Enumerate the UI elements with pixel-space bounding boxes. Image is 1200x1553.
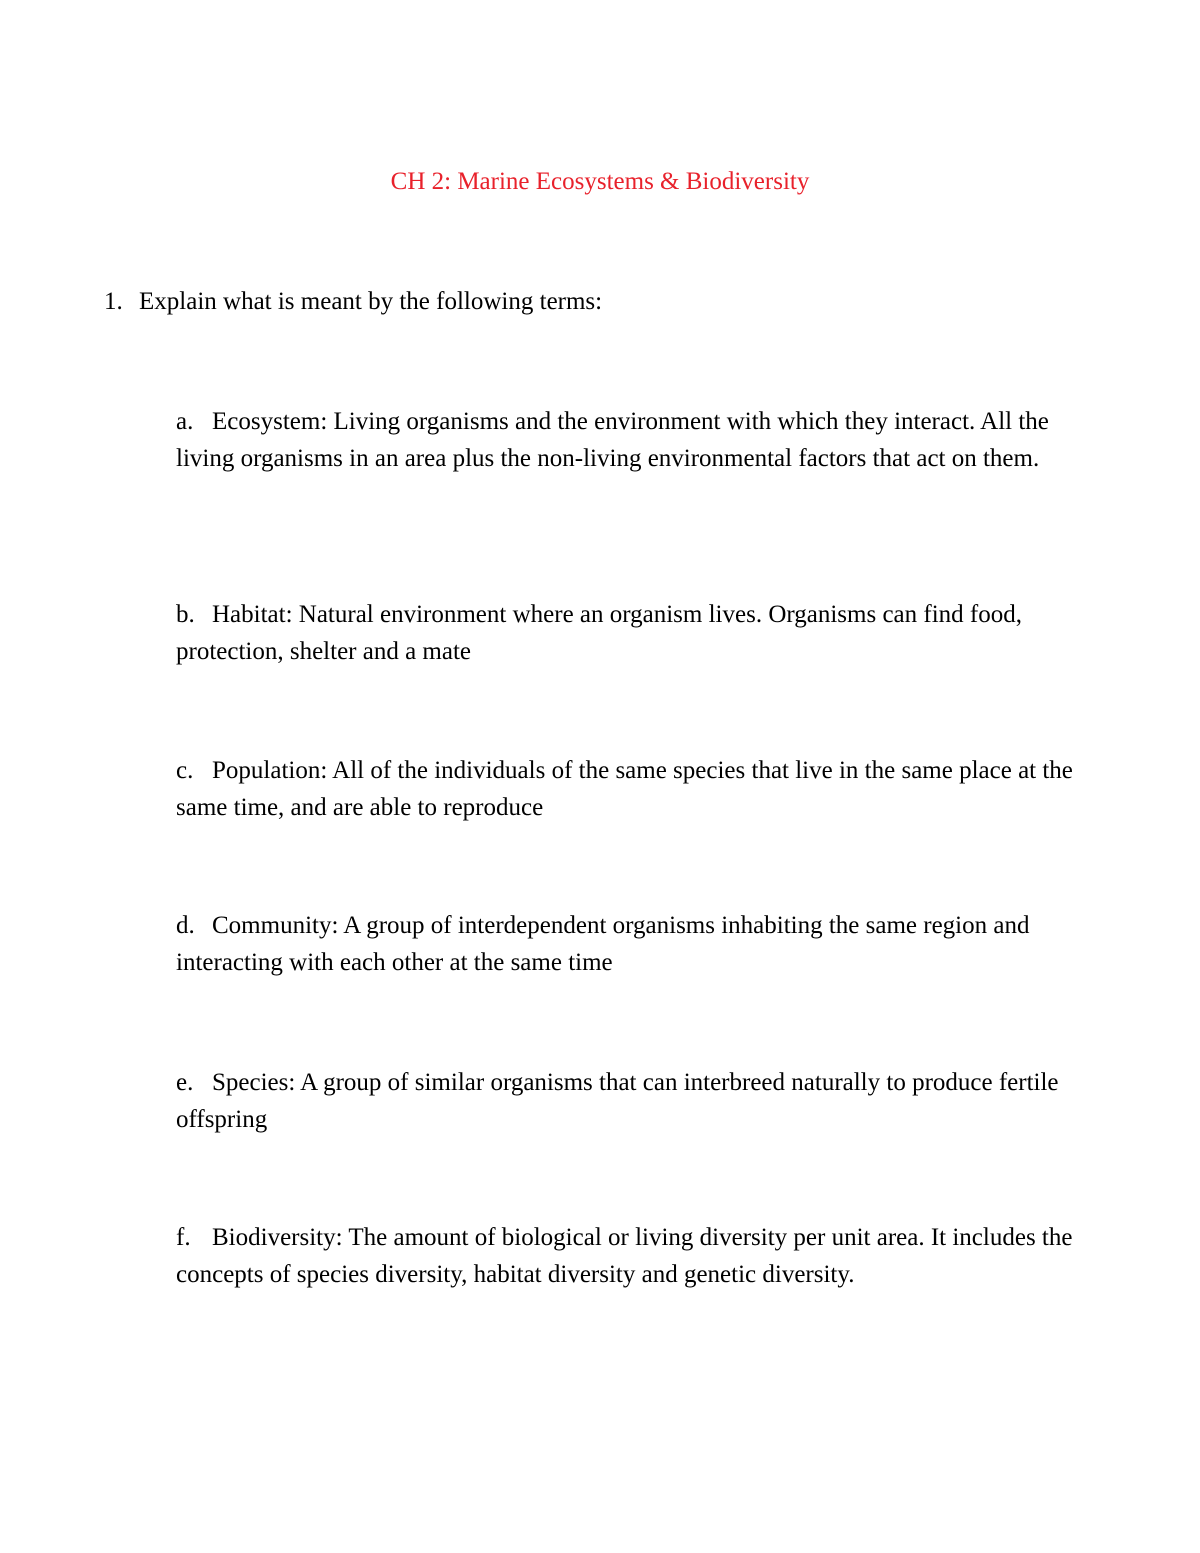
term-marker: a.: [176, 408, 194, 435]
question-number: 1.: [104, 288, 123, 315]
term-text: Species: A group of similar organisms that can interbreed naturally to produce fertile offspring: [176, 1069, 1059, 1133]
term-species: [176, 1064, 1076, 1138]
term-text: Population: All of the individuals of the same species that live in the same place at the same time, and are able to reproduce: [176, 757, 1073, 821]
term-community: [176, 907, 1076, 981]
question-1: [104, 286, 602, 318]
term-habitat: [176, 596, 1076, 670]
page-title: CH 2: Marine Ecosystems & Biodiversity: [390, 168, 810, 195]
term-marker: e.: [176, 1069, 194, 1096]
term-marker: f.: [176, 1224, 191, 1251]
term-marker: d.: [176, 912, 195, 939]
term-text: Ecosystem: Living organisms and the environment with which they interact. All the living organisms in an area plus the non-living environmental factors that act on them.: [176, 408, 1049, 472]
term-text: Habitat: Natural environment where an organism lives. Organisms can find food, protection, shelter and a mate: [176, 601, 1022, 665]
question-text: Explain what is meant by the following terms:: [139, 288, 603, 315]
term-biodiversity: [176, 1219, 1076, 1293]
term-population: [176, 752, 1076, 826]
term-text: Biodiversity: The amount of biological or living diversity per unit area. It includes the concepts of species diversity, habitat diversity and genetic diversity.: [176, 1224, 1073, 1288]
term-ecosystem: [176, 403, 1076, 477]
term-marker: b.: [176, 601, 195, 628]
term-marker: c.: [176, 757, 194, 784]
term-text: Community: A group of interdependent organisms inhabiting the same region and interacting with each other at the same time: [176, 912, 1030, 976]
